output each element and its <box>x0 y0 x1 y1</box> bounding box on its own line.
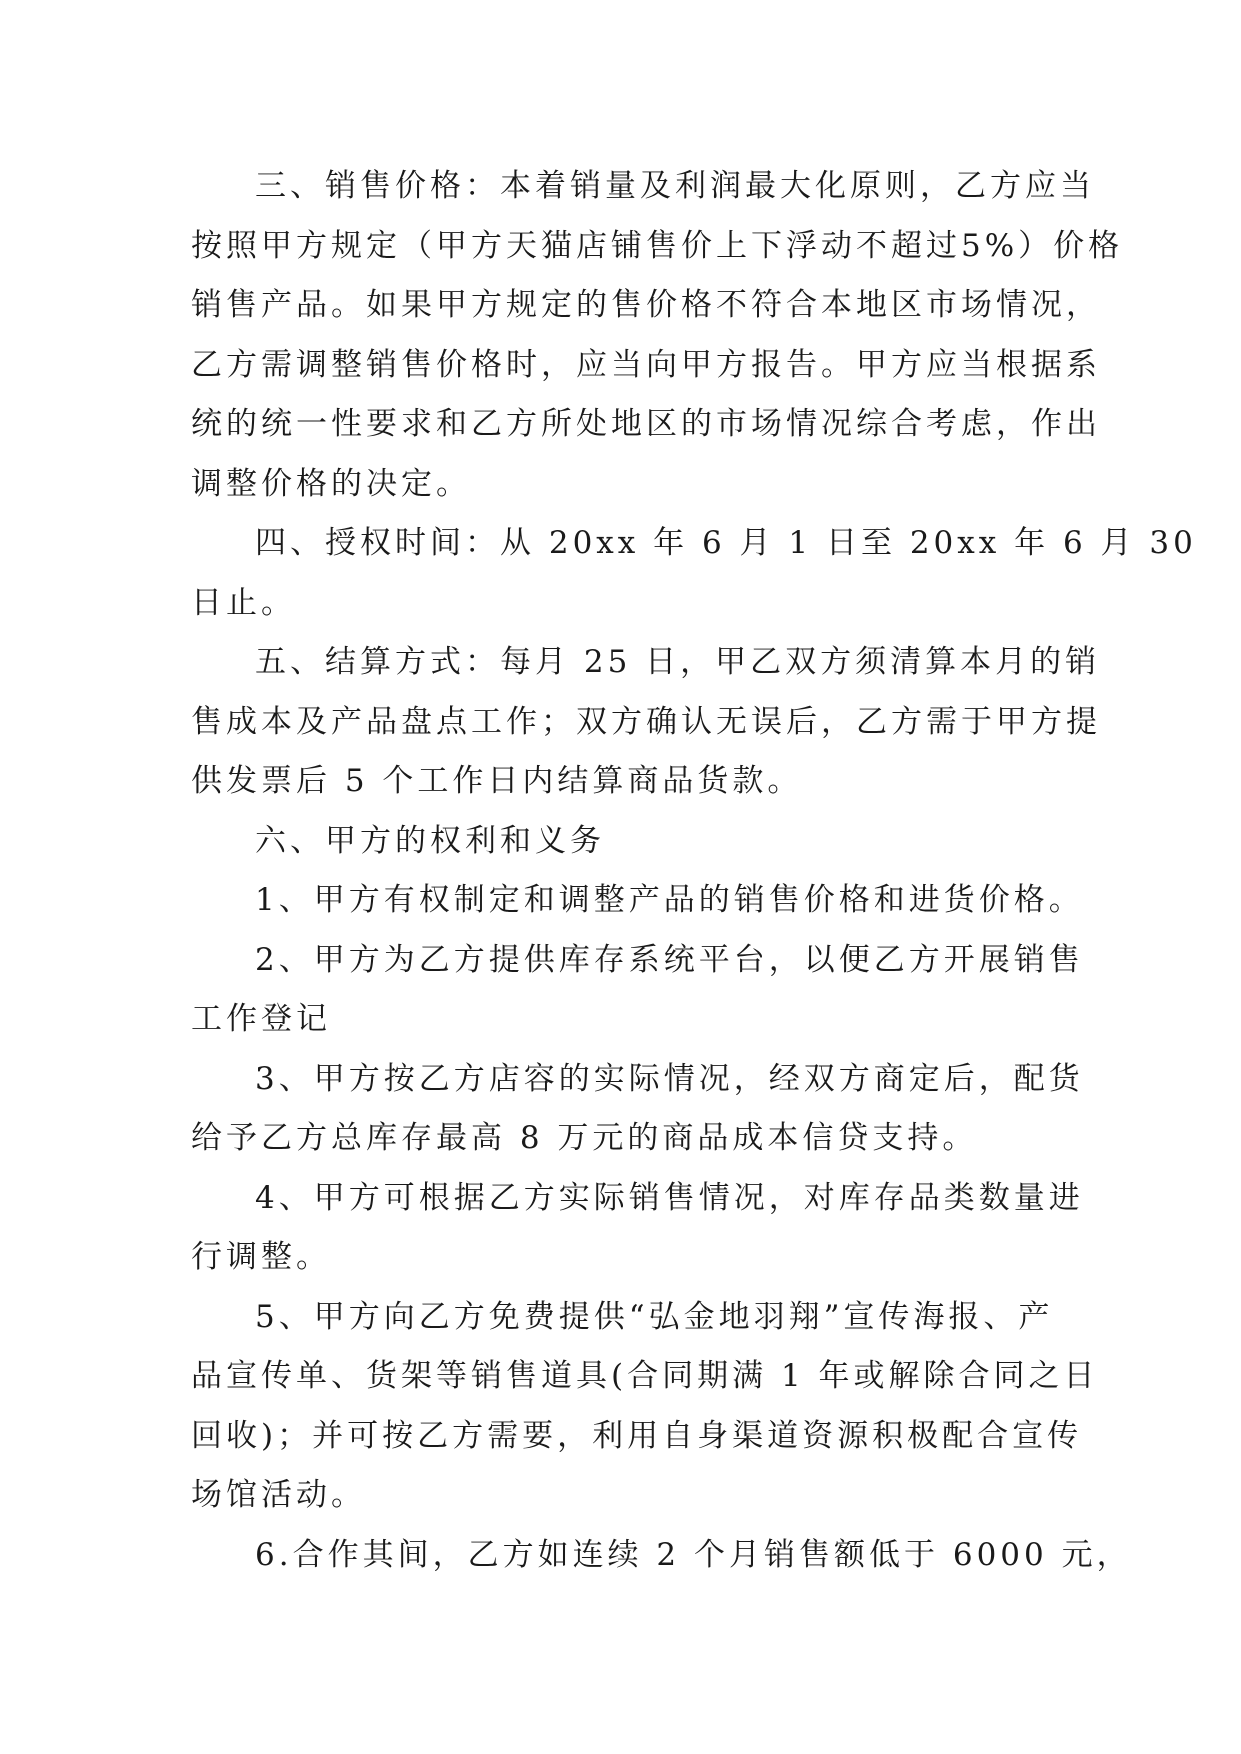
clause-6 <box>191 1529 1132 1589</box>
text-line: 回收)；并可按乙方需要，利用自身渠道资源积极配合宣传 <box>191 1417 1083 1454</box>
text-line: 3、甲方按乙方店容的实际情况，经双方商定后，配货 <box>255 1060 1084 1097</box>
clause-3 <box>191 1053 1084 1172</box>
text-line: 工作登记 <box>191 1001 331 1037</box>
contract-body <box>191 160 1197 1588</box>
text-line: 6.合作其间，乙方如连续 2 个月销售额低于 6000 元， <box>255 1536 1132 1573</box>
text-line: 统的统一性要求和乙方所处地区的市场情况综合考虑，作出 <box>191 406 1101 442</box>
text-line: 5、甲方向乙方免费提供“弘金地羽翔”宣传海报、产 <box>255 1298 1054 1335</box>
text-line: 供发票后 5 个工作日内结算商品货款。 <box>191 763 803 799</box>
section-heading-party-a-rights <box>191 815 1061 875</box>
text-line: 销售产品。如果甲方规定的售价格不符合本地区市场情况， <box>191 287 1101 323</box>
text-line: 1、甲方有权制定和调整产品的销售价格和进货价格。 <box>255 882 1084 918</box>
text-line: 五、结算方式：每月 25 日，甲乙双方须清算本月的销 <box>255 644 1101 680</box>
text-line: 四、授权时间：从 20xx 年 6 月 1 日至 20xx 年 6 月 30 <box>255 525 1197 561</box>
text-line: 给予乙方总库存最高 8 万元的商品成本信贷支持。 <box>191 1120 978 1156</box>
clause-5 <box>191 1291 1099 1529</box>
text-line: 日止。 <box>191 584 296 621</box>
paragraph-sales-price <box>191 160 1124 517</box>
clause-2 <box>191 934 1084 1053</box>
text-line: 六、甲方的权利和义务 <box>255 822 605 859</box>
clause-4 <box>191 1172 1084 1291</box>
paragraph-settlement <box>191 636 1101 815</box>
paragraph-authorization-period <box>191 517 1197 636</box>
text-line: 4、甲方可根据乙方实际销售情况，对库存品类数量进 <box>255 1179 1084 1216</box>
text-line: 调整价格的决定。 <box>191 465 471 502</box>
text-line: 场馆活动。 <box>191 1477 366 1513</box>
text-line: 行调整。 <box>191 1239 331 1275</box>
text-line: 乙方需调整销售价格时，应当向甲方报告。甲方应当根据系 <box>191 346 1101 383</box>
clause-1 <box>191 874 1084 934</box>
text-line: 三、销售价格：本着销量及利润最大化原则，乙方应当 <box>255 168 1095 204</box>
text-line: 售成本及产品盘点工作；双方确认无误后，乙方需于甲方提 <box>191 703 1101 740</box>
text-line: 按照甲方规定（甲方天猫店铺售价上下浮动不超过5%）价格 <box>191 227 1124 264</box>
text-line: 品宣传单、货架等销售道具(合同期满 1 年或解除合同之日 <box>191 1358 1099 1394</box>
text-line: 2、甲方为乙方提供库存系统平台，以便乙方开展销售 <box>255 941 1084 978</box>
